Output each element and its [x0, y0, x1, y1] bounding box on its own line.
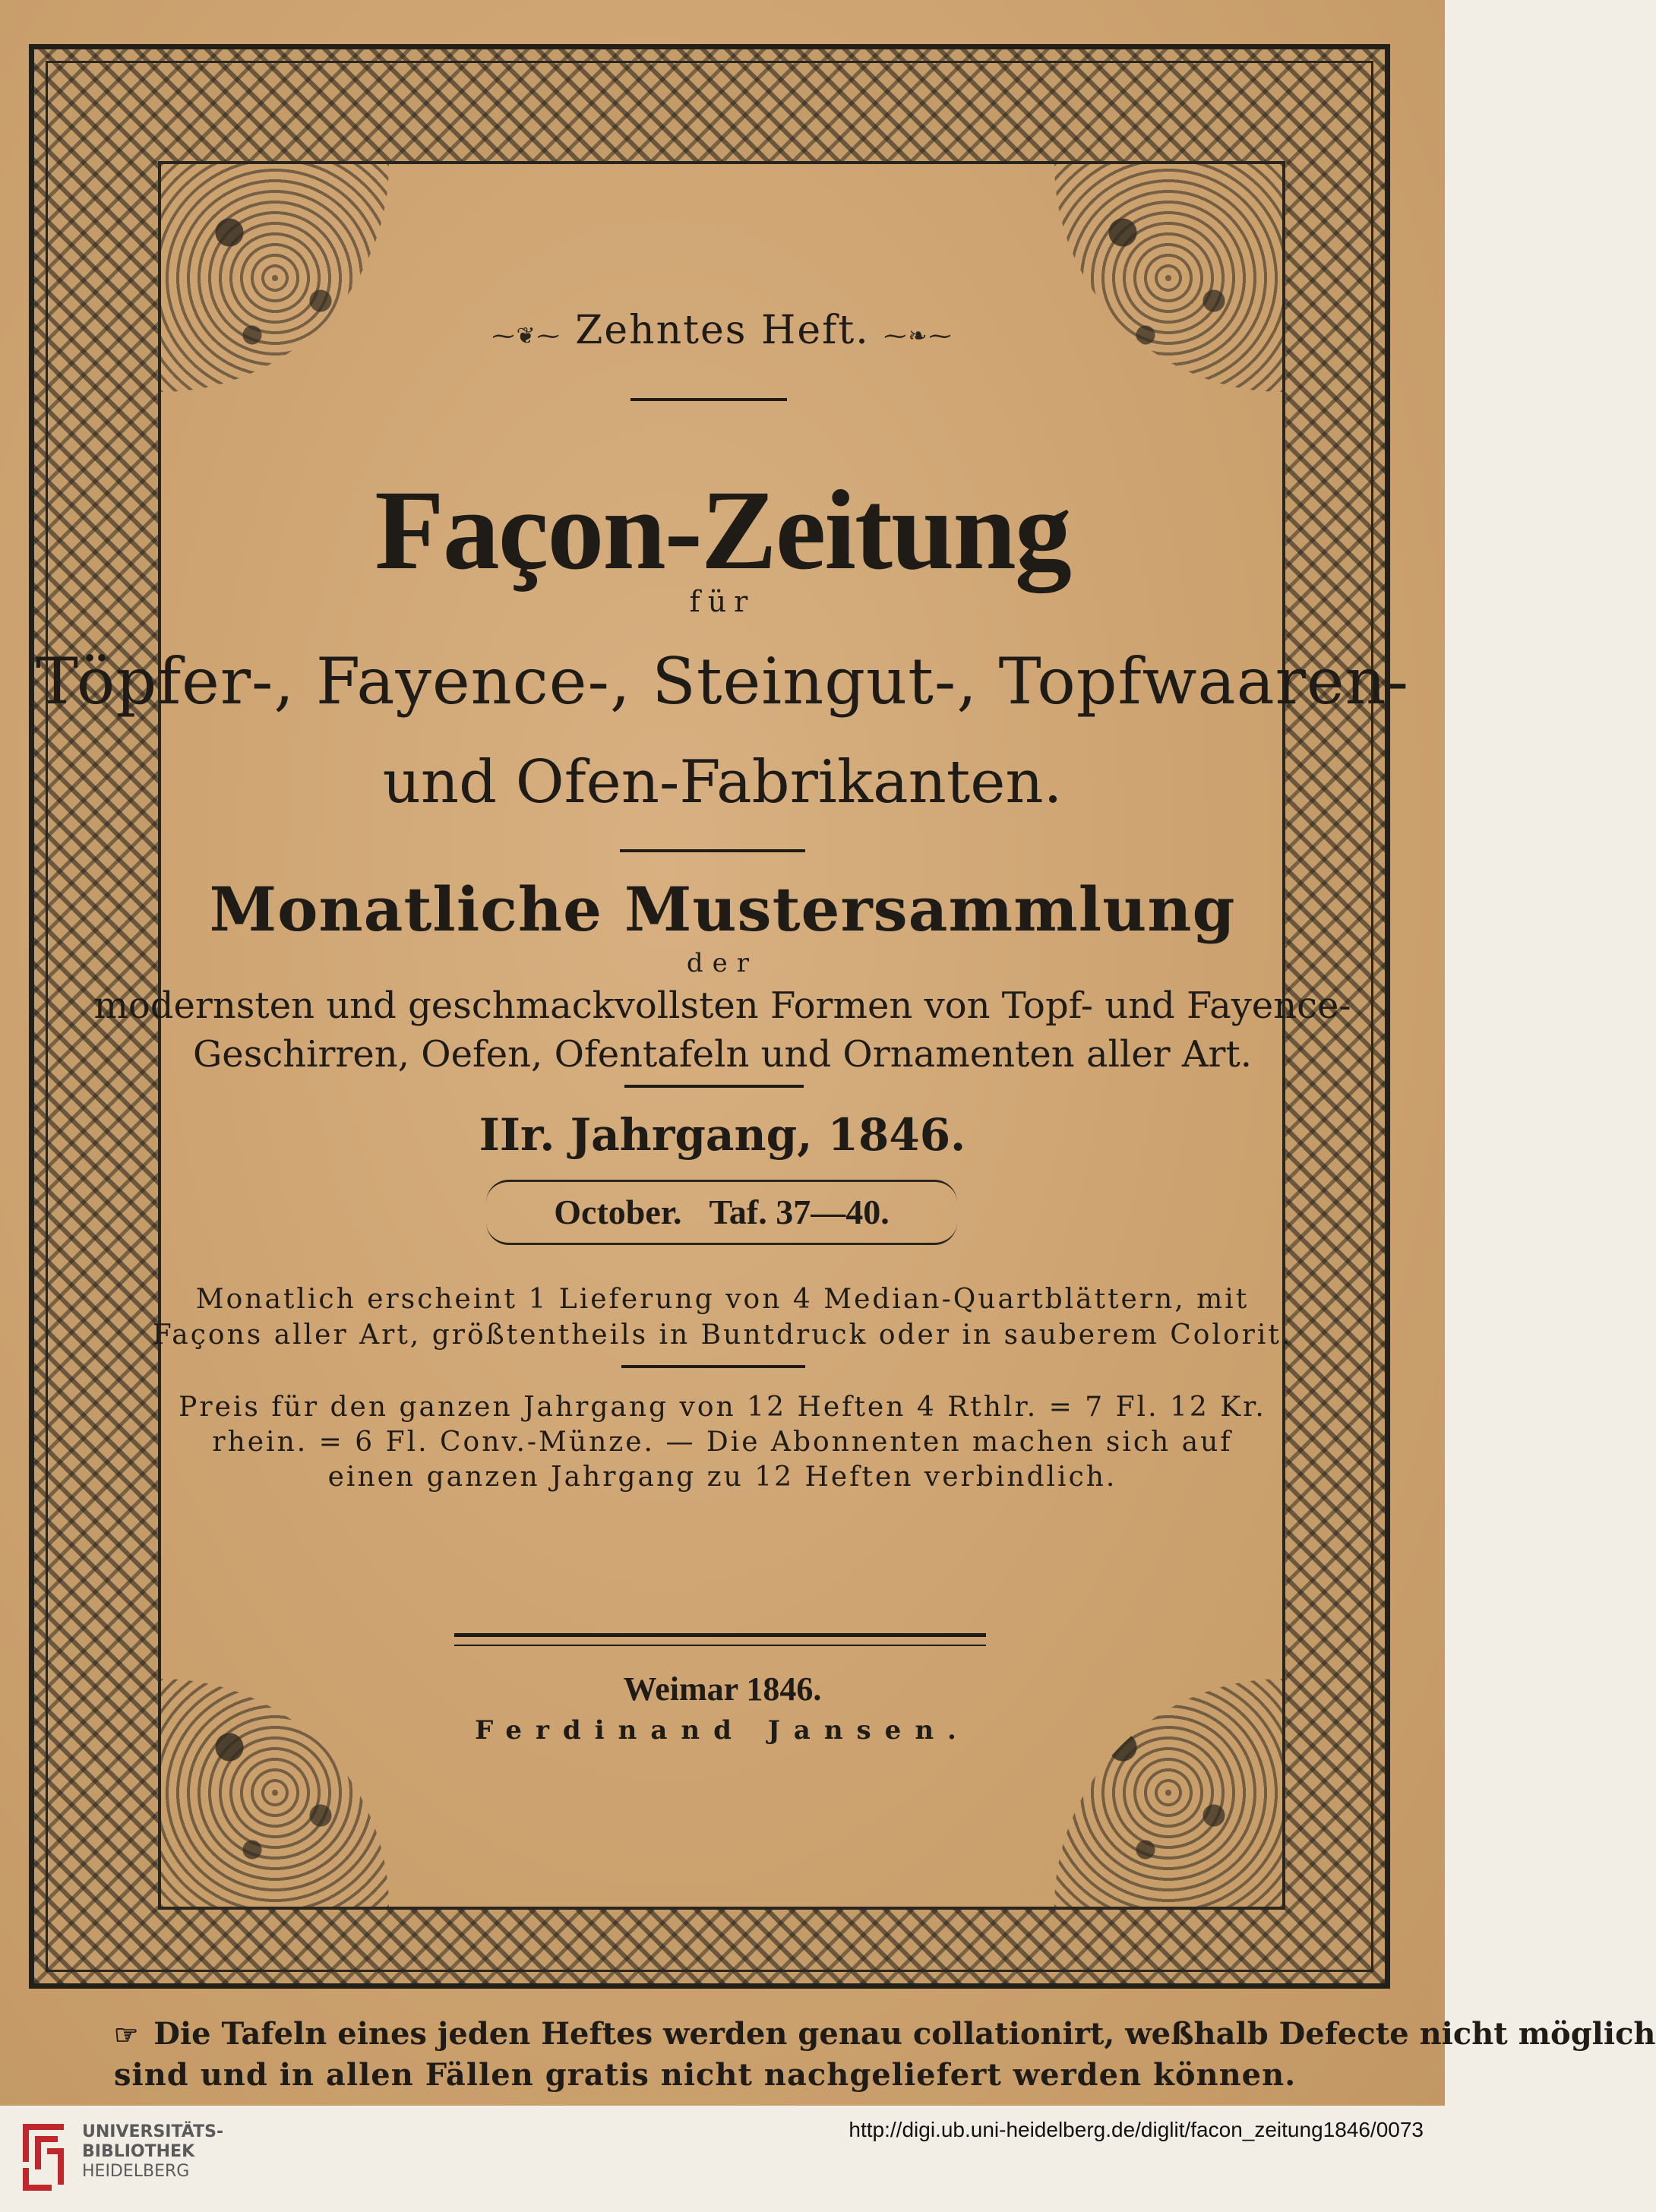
pointing-hand-icon: ☞: [114, 2019, 139, 2051]
library-name-line-2: BIBLIOTHEK: [82, 2142, 195, 2161]
double-divider-rule: [454, 1633, 986, 1646]
library-logo-icon[interactable]: [18, 2116, 68, 2192]
subtitle-line-1: Töpfer-, Fayence-, Steingut-, Topfwaaren-: [35, 644, 1410, 719]
permalink-url[interactable]: http://digi.ub.uni-heidelberg.de/diglit/facon_zeitung1846/0073: [849, 2118, 1424, 2141]
collection-heading: Monatliche Mustersammlung: [209, 874, 1236, 945]
divider-rule: [630, 398, 787, 401]
divider-rule: [621, 1365, 805, 1368]
collection-connector: der: [686, 948, 759, 978]
imprint-place-year: Weimar 1846.: [623, 1670, 822, 1708]
description-line-2: Geschirren, Oefen, Ofentafeln und Ornamenten aller Art.: [192, 1033, 1253, 1076]
volume-year: IIr. Jahrgang, 1846.: [479, 1109, 966, 1161]
footer-note-line-2: sind und in allen Fällen gratis nicht nachgeliefert werden können.: [114, 2057, 1297, 2093]
heft-label: Zehntes Heft.: [575, 308, 870, 353]
subtitle-line-2: und Ofen-Fabrikanten.: [382, 748, 1063, 817]
library-name-line-1: UNIVERSITÄTS-: [82, 2122, 224, 2141]
imprint-publisher: Ferdinand Jansen.: [475, 1715, 970, 1746]
info-line-1: Monatlich erscheint 1 Lieferung von 4 Median-Quartblättern, mit: [195, 1284, 1250, 1315]
price-line-2: rhein. = 6 Fl. Conv.-Münze. — Die Abonnenten machen sich auf: [212, 1427, 1233, 1458]
library-footer-bar: [0, 2106, 1445, 2212]
divider-rule: [624, 1085, 804, 1088]
flourish-right-icon: ⁓❧⁓: [883, 323, 953, 349]
plates-label: Taf. 37—40.: [709, 1193, 890, 1231]
price-line-1: Preis für den ganzen Jahrgang von 12 Heften 4 Rthlr. = 7 Fl. 12 Kr.: [179, 1392, 1266, 1423]
price-line-3: einen ganzen Jahrgang zu 12 Heften verbindlich.: [327, 1462, 1117, 1493]
month-plates-cartouche: [486, 1180, 957, 1245]
issue-number-line: [0, 308, 1445, 353]
page-title: Façon-Zeitung: [374, 467, 1070, 593]
footer-note-text-1: Die Tafeln eines jeden Heftes werden genau collationirt, weßhalb Defecte nicht möglich: [153, 2016, 1656, 2052]
month-label: October.: [554, 1193, 682, 1231]
library-name-line-3: HEIDELBERG: [82, 2162, 190, 2181]
info-line-2: Façons aller Art, größtentheils in Buntdruck oder in sauberem Colorit.: [152, 1319, 1293, 1351]
footer-note-line-1: [114, 2016, 1656, 2052]
library-name[interactable]: [82, 2122, 223, 2182]
flourish-left-icon: ⁓❦⁓: [491, 323, 561, 349]
divider-rule: [620, 849, 805, 852]
title-connector: für: [689, 585, 756, 618]
description-line-1: modernsten und geschmackvollsten Formen von Topf- und Fayence-: [93, 984, 1351, 1027]
